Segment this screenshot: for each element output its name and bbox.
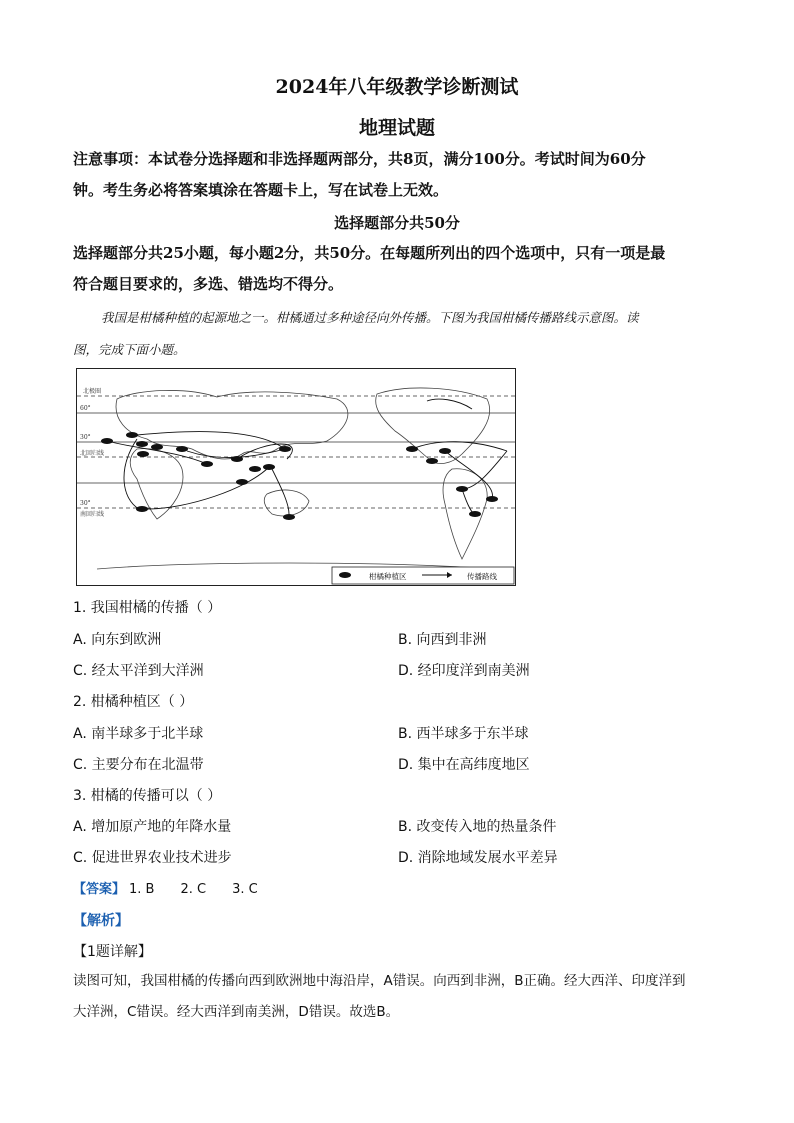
intro-text bbox=[73, 302, 723, 366]
citrus-spread-map bbox=[76, 368, 516, 586]
analysis-label: 【解析】 bbox=[73, 913, 129, 929]
lat-label-capricorn: 南回归线 bbox=[80, 511, 105, 518]
question-3-option-d[interactable]: D. 消除地域发展水平差异 bbox=[398, 850, 558, 866]
citrus-area bbox=[137, 451, 149, 457]
legend-route-label: 传播路线 bbox=[467, 572, 497, 581]
question-2-option-d[interactable]: D. 集中在高纬度地区 bbox=[398, 757, 530, 773]
analysis-line-2: 大洋洲，C错误。经大西洋到南美洲，D错误。故选B。 bbox=[73, 1004, 400, 1020]
section-title: 选择题部分共50分 bbox=[334, 214, 460, 232]
question-3-option-a[interactable]: A. 增加原产地的年降水量 bbox=[73, 819, 232, 835]
analysis-line-1: 读图可知，我国柑橘的传播向西到欧洲地中海沿岸，A错误。向西到非洲，B正确。经大西洋、印度洋到 bbox=[73, 973, 686, 989]
citrus-area bbox=[136, 441, 148, 447]
question-2-option-c[interactable]: C. 主要分布在北温带 bbox=[73, 757, 204, 773]
notice-line-1: 注意事项：本试卷分选择题和非选择题两部分，共8页，满分100分。考试时间为60分 bbox=[73, 150, 646, 168]
question-3-option-b[interactable]: B. 改变传入地的热量条件 bbox=[398, 819, 557, 835]
lat-label-arctic: 北极圈 bbox=[83, 388, 102, 395]
legend-citrus-icon bbox=[339, 572, 351, 578]
question-1-option-a[interactable]: A. 向东到欧洲 bbox=[73, 632, 162, 648]
question-3-stem: 3. 柑橘的传播可以（ ） bbox=[73, 788, 222, 804]
route-line bbox=[445, 451, 493, 499]
intro-line-2: 图，完成下面小题。 bbox=[73, 342, 186, 357]
section-desc bbox=[73, 238, 723, 300]
legend-area-label: 柑橘种植区 bbox=[369, 572, 407, 581]
intro-line-1: 我国是柑橘种植的起源地之一。柑橘通过多种途径向外传播。下图为我国柑橘传播路线示意图。读 bbox=[101, 310, 639, 325]
citrus-area bbox=[283, 514, 295, 520]
question-2-option-a[interactable]: A. 南半球多于北半球 bbox=[73, 726, 204, 742]
route-line bbox=[427, 399, 472, 409]
answer-item-1: 1. B bbox=[129, 882, 155, 897]
question-1-stem: 1. 我国柑橘的传播（ ） bbox=[73, 600, 222, 616]
exam-subtitle: 地理试题 bbox=[358, 117, 435, 139]
citrus-area bbox=[136, 506, 148, 512]
lat-label-cancer: 北回归线 bbox=[80, 450, 105, 457]
route-line bbox=[462, 489, 475, 514]
world-map-svg bbox=[77, 369, 515, 585]
section-desc-line-1: 选择题部分共25小题，每小题2分，共50分。在每题所列出的四个选项中，只有一项是最 bbox=[73, 244, 666, 262]
lat-label-30n: 30° bbox=[80, 434, 91, 441]
route-line bbox=[147, 467, 269, 509]
citrus-area bbox=[126, 432, 138, 438]
continent-outlines bbox=[97, 388, 497, 569]
lat-label-30s: 30° bbox=[80, 500, 91, 507]
question-1-option-c[interactable]: C. 经太平洋到大洋洲 bbox=[73, 663, 204, 679]
citrus-area bbox=[176, 446, 188, 452]
citrus-area bbox=[236, 479, 248, 485]
citrus-areas bbox=[101, 432, 498, 520]
exam-title: 2024年八年级教学诊断测试 bbox=[275, 76, 519, 98]
citrus-area bbox=[151, 444, 163, 450]
analysis-sub-label: 【1题详解】 bbox=[73, 944, 152, 960]
question-1-option-d[interactable]: D. 经印度洋到南美洲 bbox=[398, 663, 530, 679]
lat-label-60: 60° bbox=[80, 405, 91, 412]
question-2-stem: 2. 柑橘种植区（ ） bbox=[73, 694, 194, 710]
route-line bbox=[412, 442, 507, 451]
question-3-option-c[interactable]: C. 促进世界农业技术进步 bbox=[73, 850, 232, 866]
spread-routes bbox=[107, 399, 507, 514]
answer-label: 【答案】 bbox=[73, 882, 126, 897]
analysis-text bbox=[73, 966, 723, 1028]
citrus-area bbox=[249, 466, 261, 472]
notice-line-2: 钟。考生务必将答案填涂在答题卡上，写在试卷上无效。 bbox=[73, 181, 449, 199]
answer-line bbox=[73, 878, 280, 897]
question-1-option-b[interactable]: B. 向西到非洲 bbox=[398, 632, 487, 648]
question-2-option-b[interactable]: B. 西半球多于东半球 bbox=[398, 726, 529, 742]
answer-item-2: 2. C bbox=[180, 882, 207, 897]
citrus-area bbox=[426, 458, 438, 464]
notice bbox=[73, 144, 723, 206]
answer-item-3: 3. C bbox=[232, 882, 258, 897]
section-desc-line-2: 符合题目要求的，多选、错选均不得分。 bbox=[73, 275, 344, 293]
